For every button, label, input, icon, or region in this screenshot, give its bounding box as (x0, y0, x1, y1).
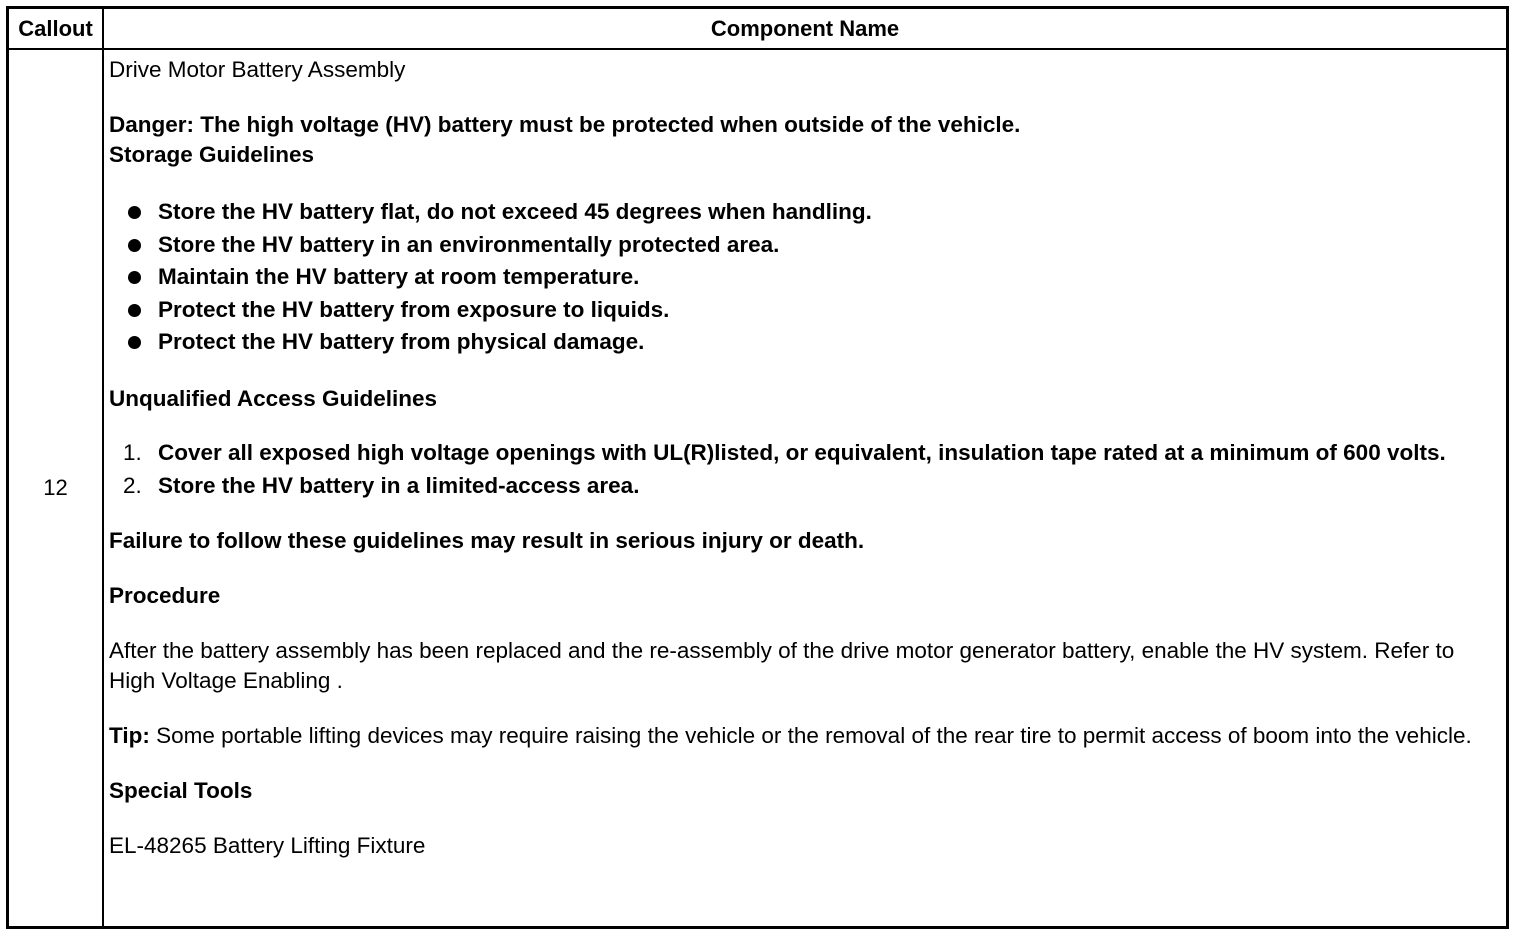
bullet-icon (128, 336, 141, 349)
bullet-icon (128, 239, 141, 252)
list-item (109, 229, 1498, 262)
bullet-icon (128, 271, 141, 284)
bullet-icon (128, 206, 141, 219)
list-item-text: Protect the HV battery from exposure to liquids. (158, 296, 670, 322)
list-item (109, 326, 1498, 359)
step-item (109, 471, 1498, 501)
special-tool-item: EL-48265 Battery Lifting Fixture (109, 832, 426, 858)
component-cell (109, 55, 1498, 861)
unqualified-access-steps (109, 438, 1498, 501)
component-table (6, 6, 1509, 929)
danger-notice: Danger: The high voltage (HV) battery must be protected when outside of the vehicle. (109, 112, 1021, 137)
procedure-text: After the battery assembly has been replaced and the re-assembly of the drive motor generator battery, enable the HV system. Refer to High Voltage Enabling . (109, 637, 1455, 693)
storage-guidelines-list (109, 196, 1498, 359)
step-item (109, 438, 1498, 468)
special-tools-heading: Special Tools (109, 777, 253, 803)
procedure-heading: Procedure (109, 582, 221, 608)
tip-text: Some portable lifting devices may require raising the vehicle or the removal of the rear tire to permit access of boom into the vehicle. (149, 722, 1472, 748)
failure-warning: Failure to follow these guidelines may result in serious injury or death. (109, 527, 865, 553)
step-text: Store the HV battery in a limited-access area. (158, 472, 640, 498)
storage-guidelines-heading: Storage Guidelines (109, 142, 315, 167)
step-number: 2. (123, 472, 142, 498)
component-name-column-header: Component Name (710, 15, 900, 41)
unqualified-access-heading: Unqualified Access Guidelines (109, 385, 438, 411)
bullet-icon (128, 304, 141, 317)
list-item (109, 196, 1498, 229)
list-item (109, 261, 1498, 294)
step-text: Cover all exposed high voltage openings with UL(R)listed, or equivalent, insulation tape rated at a minimum of 600 volts. (158, 439, 1446, 465)
column-divider (102, 9, 104, 926)
list-item-text: Store the HV battery flat, do not exceed 45 degrees when handling. (158, 199, 872, 224)
tip-label: Tip: (109, 722, 150, 748)
header-divider (9, 48, 1506, 50)
callout-number: 12 (43, 475, 68, 500)
step-number: 1. (123, 439, 142, 465)
component-title: Drive Motor Battery Assembly (109, 57, 406, 82)
list-item-text: Maintain the HV battery at room temperature. (158, 264, 640, 289)
list-item-text: Store the HV battery in an environmentally protected area. (158, 231, 780, 257)
tip-note (109, 721, 1498, 751)
list-item (109, 294, 1498, 327)
list-item-text: Protect the HV battery from physical damage. (158, 329, 645, 354)
callout-column-header: Callout (18, 15, 93, 41)
